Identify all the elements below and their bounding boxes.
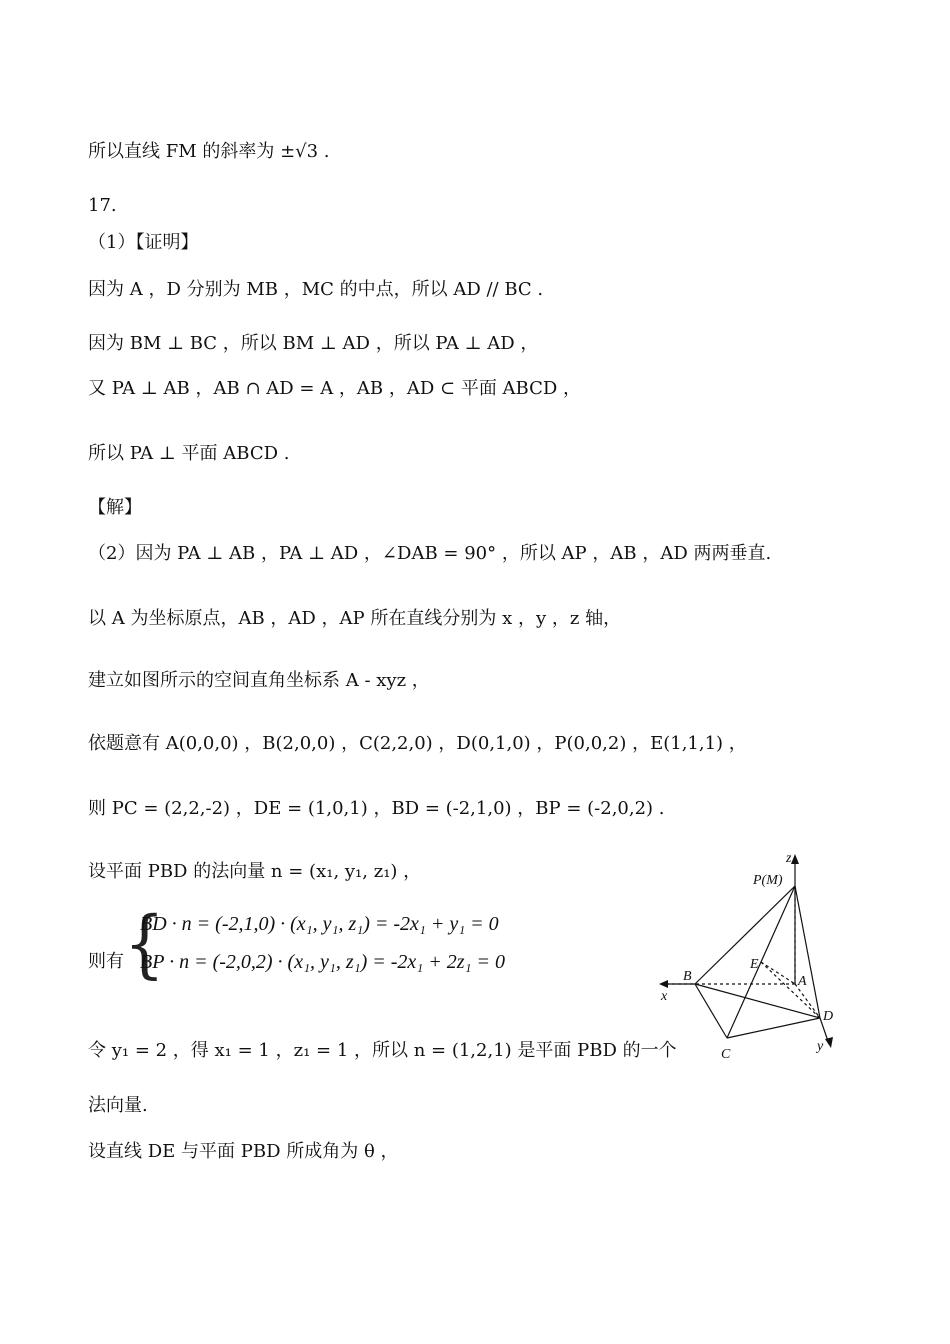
equation-system <box>88 902 608 988</box>
text-line-coordinate-system: 建立如图所示的空间直角坐标系 A - xyz ， <box>88 670 430 691</box>
geometry-figure <box>655 848 845 1063</box>
text-line-solution-values: 令 y₁ = 2 ，得 x₁ = 1 ，z₁ = 1 ，所以 n = (1,2,1) 是平面 PBD 的一个 <box>88 1040 677 1061</box>
part1-heading: （1）【证明】 <box>88 232 199 253</box>
z-arrow <box>791 854 799 864</box>
text-line-normal-vector: 设平面 PBD 的法向量 n = (x₁, y₁, z₁) ， <box>88 861 422 882</box>
text-line-axes: 以 A 为坐标原点，AB ，AD ，AP 所在直线分别为 x ，y ，z 轴， <box>88 608 622 629</box>
label-c: C <box>721 1047 731 1062</box>
text-line-angle: 设直线 DE 与平面 PBD 所成角为 θ ， <box>88 1141 399 1162</box>
label-x: x <box>661 989 668 1004</box>
label-z: z <box>786 851 792 866</box>
part2-intro: （2）因为 PA ⊥ AB ，PA ⊥ AD ，∠DAB = 90° ，所以 AP ，AB ，AD 两两垂直. <box>88 543 772 564</box>
label-d: D <box>823 1009 834 1024</box>
problem-number: 17. <box>88 195 117 216</box>
solution-heading: 【解】 <box>88 497 142 518</box>
edge-bc <box>695 984 727 1038</box>
edge-cd <box>727 1018 820 1038</box>
system-brace: { <box>124 902 165 988</box>
system-label: 则有 <box>88 951 124 972</box>
edge-ea <box>761 962 795 984</box>
text-line-slope: 所以直线 FM 的斜率为 ±√3 . <box>88 141 330 162</box>
text-line-perpendicular: 因为 BM ⊥ BC ，所以 BM ⊥ AD ，所以 PA ⊥ AD ， <box>88 333 539 354</box>
label-a: A <box>798 974 807 989</box>
label-b: B <box>683 969 692 984</box>
x-arrow <box>659 980 668 988</box>
text-line-vectors: 则 PC = (2,2,-2) ，DE = (1,0,1) ，BD = (-2,1,0) ，BP = (-2,0,2) . <box>88 798 665 819</box>
edge-pb <box>695 886 795 984</box>
equation-bd: BD · n = (-2,1,0) · (x₁, y₁, z₁) = -2x₁ + y₁ = 0 <box>140 913 499 935</box>
text-line-midpoint: 因为 A ，D 分别为 MB ，MC 的中点，所以 AD // BC . <box>88 279 544 300</box>
edge-pd <box>795 886 820 1018</box>
text-line-normal-end: 法向量. <box>88 1095 148 1116</box>
text-line-plane-contain: 又 PA ⊥ AB ，AB ∩ AD = A ，AB ，AD ⊂ 平面 ABCD ， <box>88 378 582 399</box>
label-p: P(M) <box>753 873 783 888</box>
label-e: E <box>750 957 759 972</box>
equation-bp: BP · n = (-2,0,2) · (x₁, y₁, z₁) = -2x₁ + 2z₁ = 0 <box>140 951 505 973</box>
text-line-points: 依题意有 A(0,0,0) ，B(2,0,0) ，C(2,2,0) ，D(0,1,0) ，P(0,0,2) ，E(1,1,1) ， <box>88 733 747 754</box>
y-arrow <box>825 1037 833 1048</box>
text-line-conclusion: 所以 PA ⊥ 平面 ABCD . <box>88 443 290 464</box>
label-y: y <box>817 1039 824 1054</box>
